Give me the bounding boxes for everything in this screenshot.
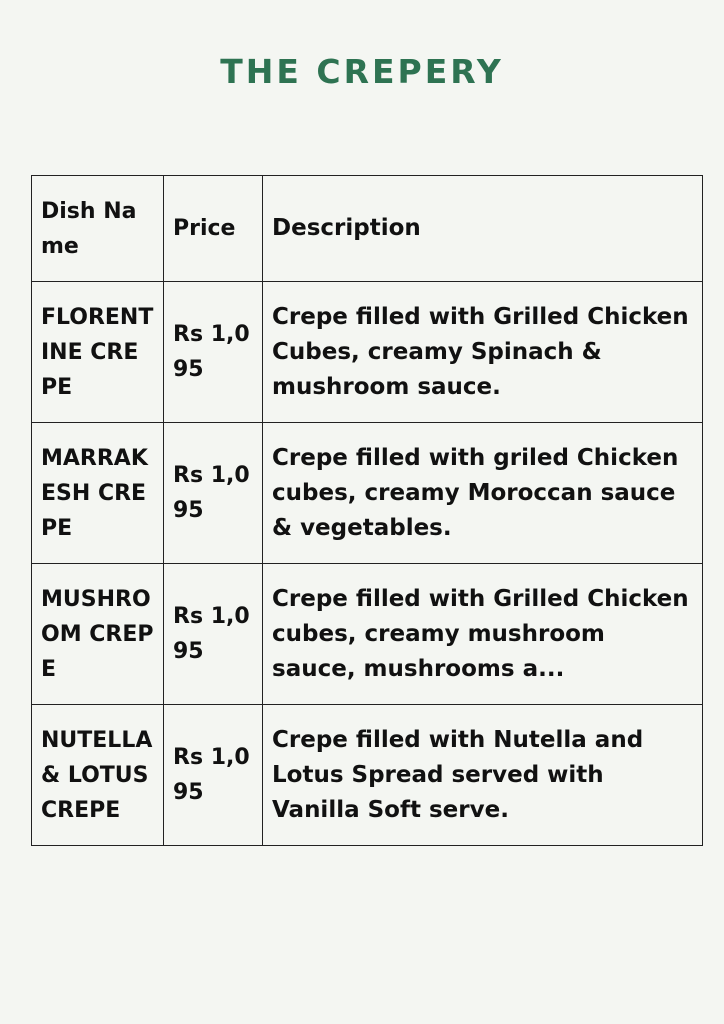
dish-name-cell: FLORENTINE CREPE [32,282,164,423]
table-row [32,423,703,564]
dish-name-cell: MUSHROOM CREPE [32,564,164,705]
price-cell: Rs 1,095 [164,564,263,705]
dish-name-cell: MARRAKESH CREPE [32,423,164,564]
table-header-row [32,176,703,282]
description-cell: Crepe filled with Nutella and Lotus Spread served with Vanilla Soft serve. [263,705,703,846]
table-row [32,705,703,846]
menu-table [31,175,703,846]
table-row [32,564,703,705]
description-cell: Crepe filled with Grilled Chicken Cubes, creamy Spinach & mushroom sauce. [263,282,703,423]
header-description: Description [263,176,703,282]
header-price: Price [164,176,263,282]
price-cell: Rs 1,095 [164,423,263,564]
page-title: THE CREPERY [220,52,504,91]
description-cell: Crepe filled with Grilled Chicken cubes, creamy mushroom sauce, mushrooms a... [263,564,703,705]
price-cell: Rs 1,095 [164,282,263,423]
price-cell: Rs 1,095 [164,705,263,846]
header-dish-name: Dish Name [32,176,164,282]
table-row [32,282,703,423]
dish-name-cell: NUTELLA & LOTUS CREPE [32,705,164,846]
description-cell: Crepe filled with griled Chicken cubes, creamy Moroccan sauce & vegetables. [263,423,703,564]
